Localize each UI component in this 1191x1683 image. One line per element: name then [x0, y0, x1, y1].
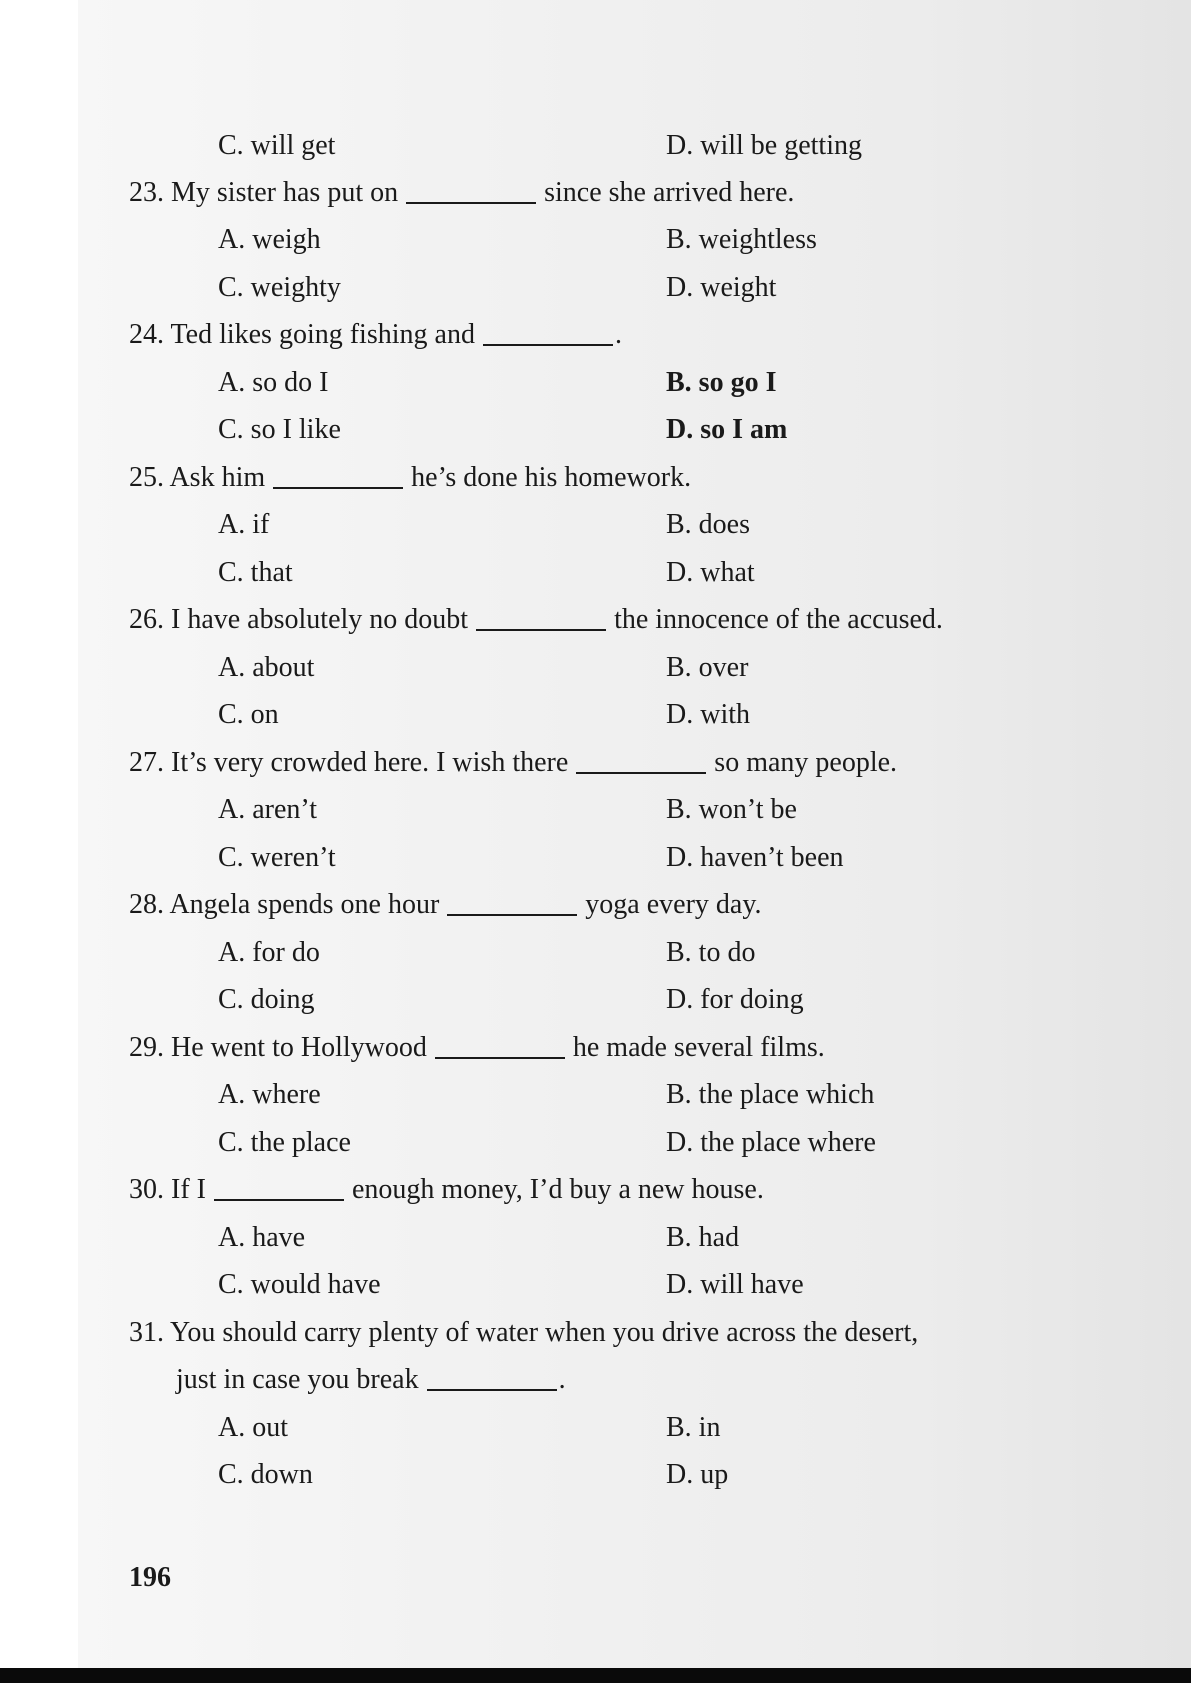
option-b: B. does: [666, 509, 750, 540]
option-d: D. haven’t been: [666, 842, 844, 873]
answer-blank: [483, 316, 613, 346]
answer-blank: [435, 1029, 565, 1059]
option-b: B. weightless: [666, 224, 817, 255]
page-number: 196: [129, 1562, 171, 1593]
option-c: C. down: [218, 1459, 313, 1490]
option-c: C. weren’t: [218, 842, 336, 873]
option-c: C. would have: [218, 1269, 381, 1300]
option-c: C. will get: [218, 130, 336, 161]
option-a: A. if: [218, 509, 270, 540]
question-text: 23. My sister has put on since she arrived here.: [129, 169, 794, 217]
scan-bottom-edge: [0, 1668, 1191, 1683]
option-c: C. so I like: [218, 414, 341, 445]
option-d: D. up: [666, 1459, 729, 1490]
option-a: A. out: [218, 1412, 288, 1443]
question-text: 31. You should carry plenty of water when you drive across the desert,: [129, 1317, 919, 1348]
option-a: A. about: [218, 652, 315, 683]
option-b: B. had: [666, 1222, 740, 1253]
option-b: B. won’t be: [666, 794, 797, 825]
answer-blank: [576, 744, 706, 774]
option-a: A. aren’t: [218, 794, 317, 825]
option-b: B. in: [666, 1412, 721, 1443]
option-d: D. so I am: [666, 414, 788, 445]
question-text: 28. Angela spends one hour yoga every day.: [129, 881, 762, 929]
option-a: A. weigh: [218, 224, 321, 255]
option-c: C. weighty: [218, 272, 341, 303]
option-d: D. for doing: [666, 984, 804, 1015]
option-a: A. where: [218, 1079, 321, 1110]
option-b: B. the place which: [666, 1079, 875, 1110]
option-c: C. the place: [218, 1127, 351, 1158]
option-d: D. weight: [666, 272, 777, 303]
option-d: D. will have: [666, 1269, 804, 1300]
option-c: C. on: [218, 699, 279, 730]
option-d: D. what: [666, 557, 755, 588]
answer-blank: [406, 174, 536, 204]
option-a: A. so do I: [218, 367, 329, 398]
question-text: 24. Ted likes going fishing and .: [129, 311, 622, 359]
answer-blank: [214, 1171, 344, 1201]
option-a: A. for do: [218, 937, 320, 968]
option-d: D. with: [666, 699, 750, 730]
option-d: D. the place where: [666, 1127, 876, 1158]
answer-blank: [273, 459, 403, 489]
option-b: B. over: [666, 652, 749, 683]
answer-blank: [447, 886, 577, 916]
question-text: 30. If I enough money, I’d buy a new house.: [129, 1166, 764, 1214]
question-text: 29. He went to Hollywood he made several films.: [129, 1024, 825, 1072]
question-text-continued: just in case you break .: [176, 1356, 566, 1404]
option-c: C. that: [218, 557, 293, 588]
answer-blank: [476, 601, 606, 631]
option-b: B. to do: [666, 937, 756, 968]
answer-blank: [427, 1361, 557, 1391]
option-b: B. so go I: [666, 367, 777, 398]
option-d: D. will be getting: [666, 130, 862, 161]
question-text: 27. It’s very crowded here. I wish there so many people.: [129, 739, 897, 787]
question-text: 25. Ask him he’s done his homework.: [129, 454, 691, 502]
option-a: A. have: [218, 1222, 306, 1253]
option-c: C. doing: [218, 984, 315, 1015]
question-text: 26. I have absolutely no doubt the innocence of the accused.: [129, 596, 943, 644]
